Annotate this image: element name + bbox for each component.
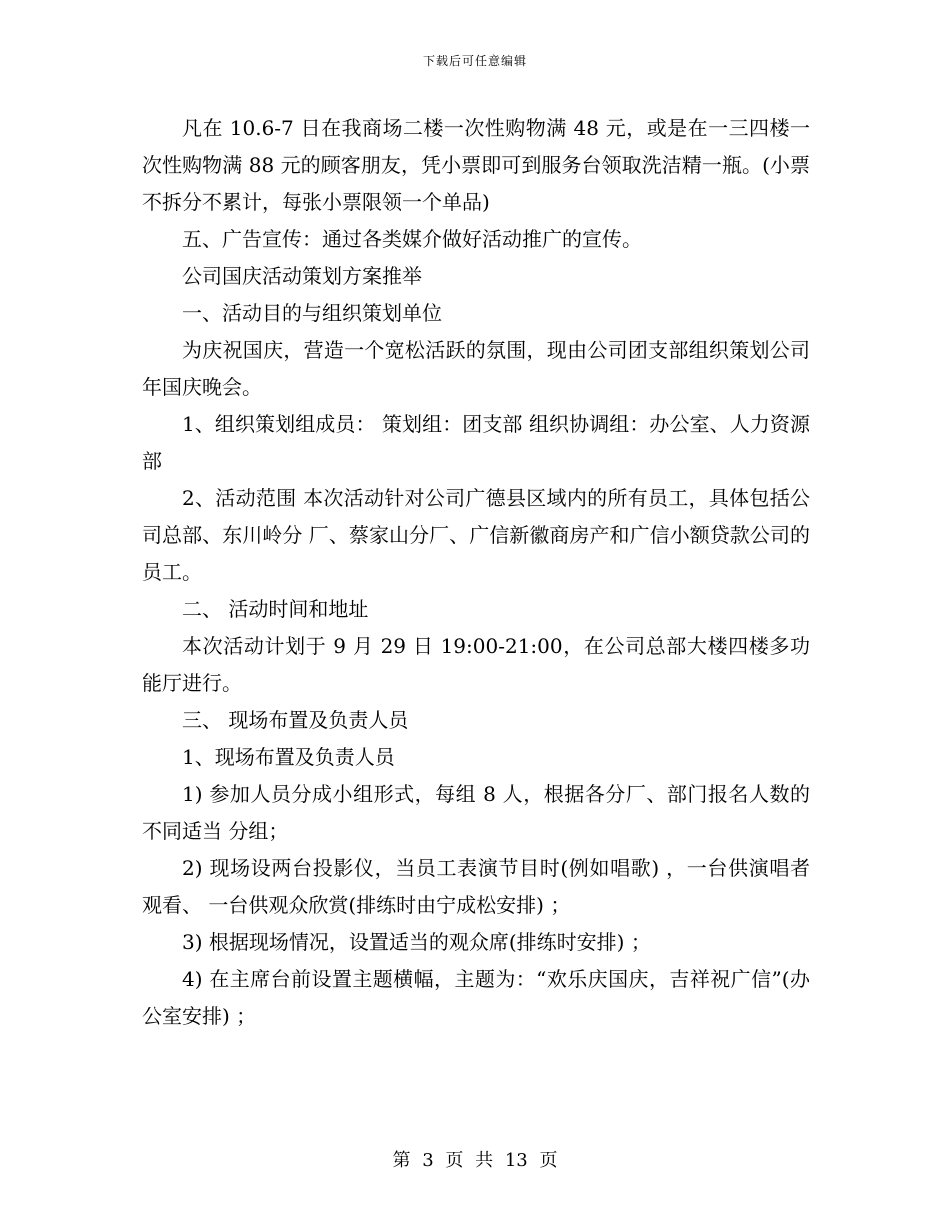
page-header: 下载后可任意编辑 <box>422 54 527 68</box>
section-title: 公司国庆活动策划方案推举 <box>182 264 422 288</box>
page-number: 第 3 页 共 13 页 <box>392 1150 558 1171</box>
list-item-seating: 3) 根据现场情况，设置适当的观众席(排练时安排) ； <box>182 930 651 954</box>
document-body <box>142 110 810 1035</box>
paragraph-advertising: 五、广告宣传：通过各类媒介做好活动推广的宣传。 <box>182 227 642 251</box>
paragraph-purpose: 为庆祝国庆，营造一个宽松活跃的氛围，现由公司团支部组织策划公司 年国庆晚会。 <box>142 338 810 399</box>
heading-time-place: 二、 活动时间和地址 <box>182 597 369 621</box>
list-item-projectors: 2) 现场设两台投影仪，当员工表演节目时(例如唱歌) ，一台供演唱者观看、 一台供观众欣赏(排练时由宁成松安排) ； <box>142 856 810 917</box>
list-item-groups: 1) 参加人员分成小组形式，每组 8 人，根据各分厂、部门报名人数的不同适当 分组； <box>142 782 810 843</box>
paragraph-time-place: 本次活动计划于 9 月 29 日 19:00-21:00，在公司总部大楼四楼多功能厅进行。 <box>142 634 810 695</box>
paragraph-gift-offer: 凡在 10.6-7 日在我商场二楼一次性购物满 48 元，或是在一三四楼一次性购物满 88 元的顾客朋友，凭小票即可到服务台领取洗洁精一瓶。(小票不拆分不累计，每张小票限领一个单品) <box>142 116 810 214</box>
paragraph-scope: 2、活动范围 本次活动针对公司广德县区域内的所有员工，具体包括公司总部、东川岭分 厂、蔡家山分厂、广信新徽商房产和广信小额贷款公司的员工。 <box>142 486 810 584</box>
list-item-banner: 4) 在主席台前设置主题横幅，主题为：“欢乐庆国庆，吉祥祝广信”(办公室安排) ； <box>142 967 810 1028</box>
heading-venue-setup: 三、 现场布置及负责人员 <box>182 708 409 732</box>
subheading-venue-setup: 1、现场布置及负责人员 <box>182 745 395 769</box>
paragraph-members: 1、组织策划组成员： 策划组：团支部 组织协调组：办公室、人力资源部 <box>142 412 810 473</box>
heading-purpose: 一、活动目的与组织策划单位 <box>182 301 442 325</box>
